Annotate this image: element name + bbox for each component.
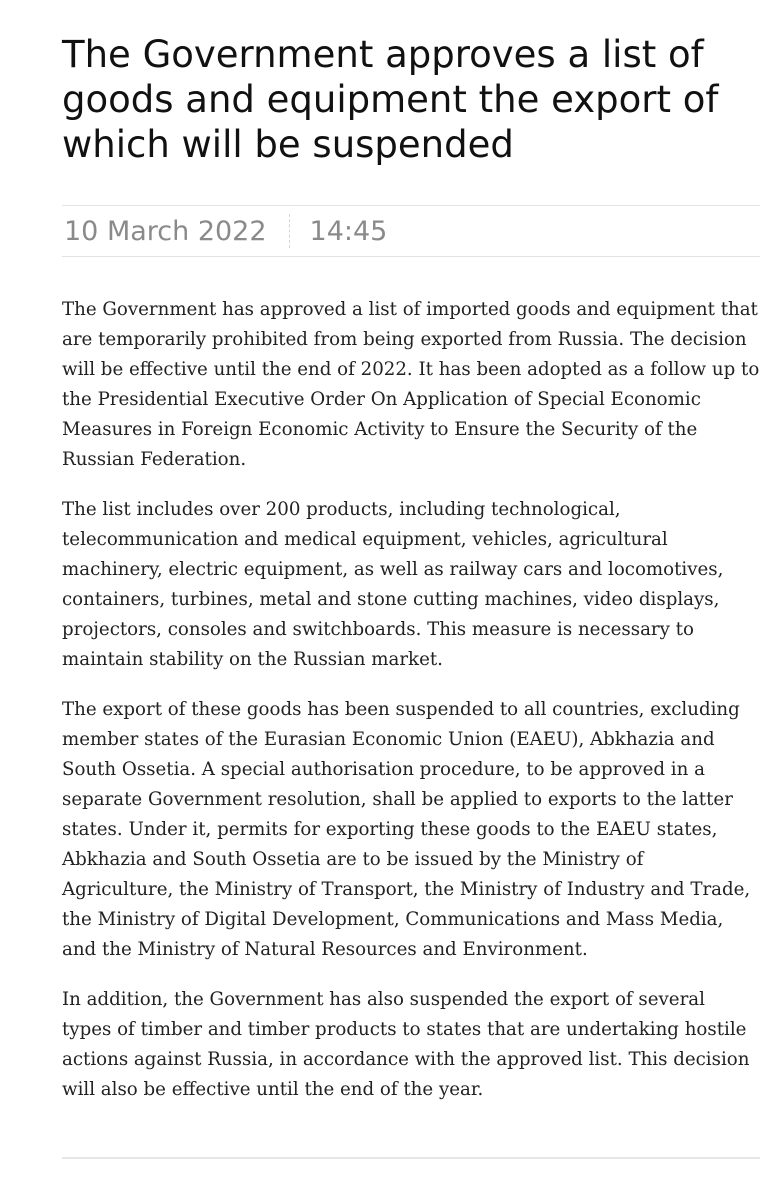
article-body xyxy=(62,295,760,1105)
article-paragraph-1: The Government has approved a list of imported goods and equipment that are temporarily prohibited from being exported from Russia. The decision will be effective until the end of 2022. It has been adopted as a follow up to the Presidential Executive Order On Application of Special Economic Measures in Foreign Economic Activity to Ensure the Security of the Russian Federation. xyxy=(62,299,760,470)
publish-time: 14:45 xyxy=(309,215,388,247)
article-meta xyxy=(62,205,760,257)
publish-date: 10 March 2022 xyxy=(64,215,267,247)
footer-divider xyxy=(62,1157,760,1159)
article-paragraph-3: The export of these goods has been suspended to all countries, excluding member states of the Eurasian Economic Union (EAEU), Abkhazia and South Ossetia. A special authorisation procedure, to be approved in a separate Government resolution, shall be applied to exports to the latter states. Under it, permits for exporting these goods to the EAEU states, Abkhazia and South Ossetia are to be issued by the Ministry of Agriculture, the Ministry of Transport, the Ministry of Industry and Trade, the Ministry of Digital Development, Communications and Mass Media, and the Ministry of Natural Resources and Environment. xyxy=(62,699,751,960)
article-title: The Government approves a list of goods and equipment the export of which will be suspended xyxy=(62,33,719,166)
article xyxy=(62,0,760,1125)
article-paragraph-2: The list includes over 200 products, including technological, telecommunication and medical equipment, vehicles, agricultural machinery, electric equipment, as well as railway cars and locomotives, containers, turbines, metal and stone cutting machines, video displays, projectors, consoles and switchboards. This measure is necessary to maintain stability on the Russian market. xyxy=(62,499,724,670)
article-paragraph-4: In addition, the Government has also suspended the export of several types of timber and timber products to states that are undertaking hostile actions against Russia, in accordance with the approved list. This decision will also be effective until the end of the year. xyxy=(62,989,750,1100)
